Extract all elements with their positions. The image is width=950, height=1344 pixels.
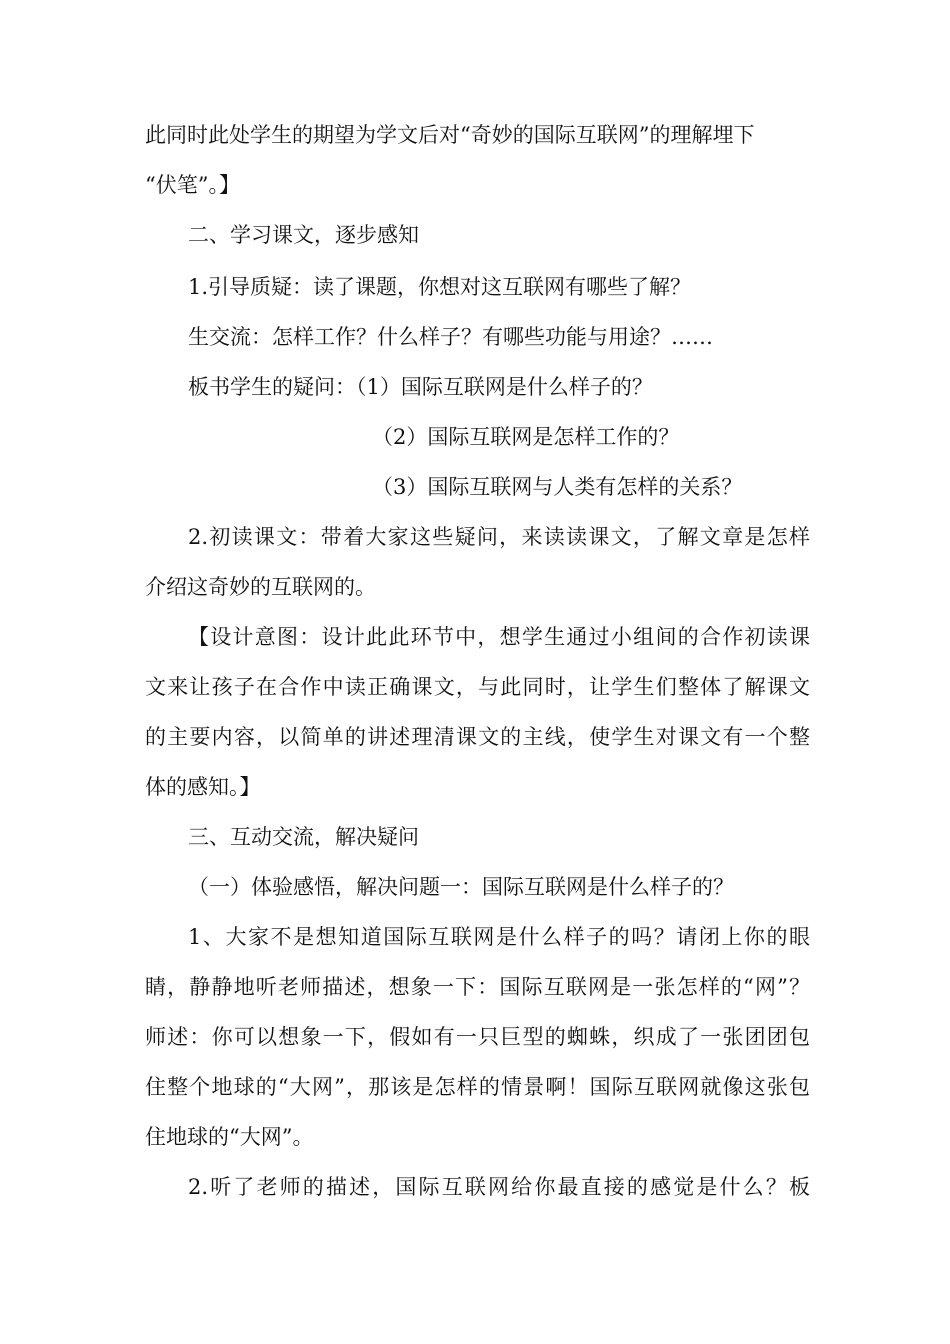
text-line-11: 【设计意图：设计此此环节中，想学生通过小组间的合作初读课: [188, 625, 810, 649]
text-line-22: 2.听了老师的描述，国际互联网给你最直接的感觉是什么？板: [188, 1175, 810, 1199]
subsection-heading-1: （一）体验感悟，解决问题一：国际互联网是什么样子的？: [188, 875, 734, 899]
text-line-21: 住地球的“大网”。: [145, 1125, 314, 1149]
text-line-9: 2.初读课文：带着大家这些疑问，来读读课文，了解文章是怎样: [188, 525, 810, 549]
text-line-14: 体的感知。】: [145, 775, 261, 799]
text-line-8: （3）国际互联网与人类有怎样的关系？: [372, 475, 743, 499]
text-line-19: 师述：你可以想象一下，假如有一只巨型的蜘蛛，织成了一张团团包: [145, 1025, 810, 1049]
text-line-4: 1.引导质疑：读了课题，你想对这互联网有哪些了解？: [188, 275, 692, 299]
text-line-20: 住整个地球的“大网”，那该是怎样的情景啊！国际互联网就像这张包: [145, 1075, 810, 1099]
text-line-2: “伏笔”。】: [145, 173, 240, 197]
text-line-18: 睛，静静地听老师描述，想象一下：国际互联网是一张怎样的“网”？: [145, 975, 810, 999]
text-line-1: 此同时此处学生的期望为学文后对“奇妙的国际互联网”的理解埋下: [145, 123, 755, 147]
text-line-13: 的主要内容，以简单的讲述理清课文的主线，使学生对课文有一个整: [145, 725, 810, 749]
section-heading-3: 三、互动交流，解决疑问: [188, 825, 419, 849]
text-line-12: 文来让孩子在合作中读正确课文，与此同时，让学生们整体了解课文: [145, 675, 810, 699]
text-line-6: 板书学生的疑问：（1）国际互联网是什么样子的？: [188, 375, 653, 399]
section-heading-2: 二、学习课文，逐步感知: [188, 223, 419, 247]
text-line-5: 生交流：怎样工作？什么样子？有哪些功能与用途？……: [188, 325, 713, 349]
text-line-17: 1、大家不是想知道国际互联网是什么样子的吗？请闭上你的眼: [188, 925, 810, 949]
text-line-10: 介绍这奇妙的互联网的。: [145, 575, 376, 599]
text-line-7: （2）国际互联网是怎样工作的？: [372, 425, 680, 449]
